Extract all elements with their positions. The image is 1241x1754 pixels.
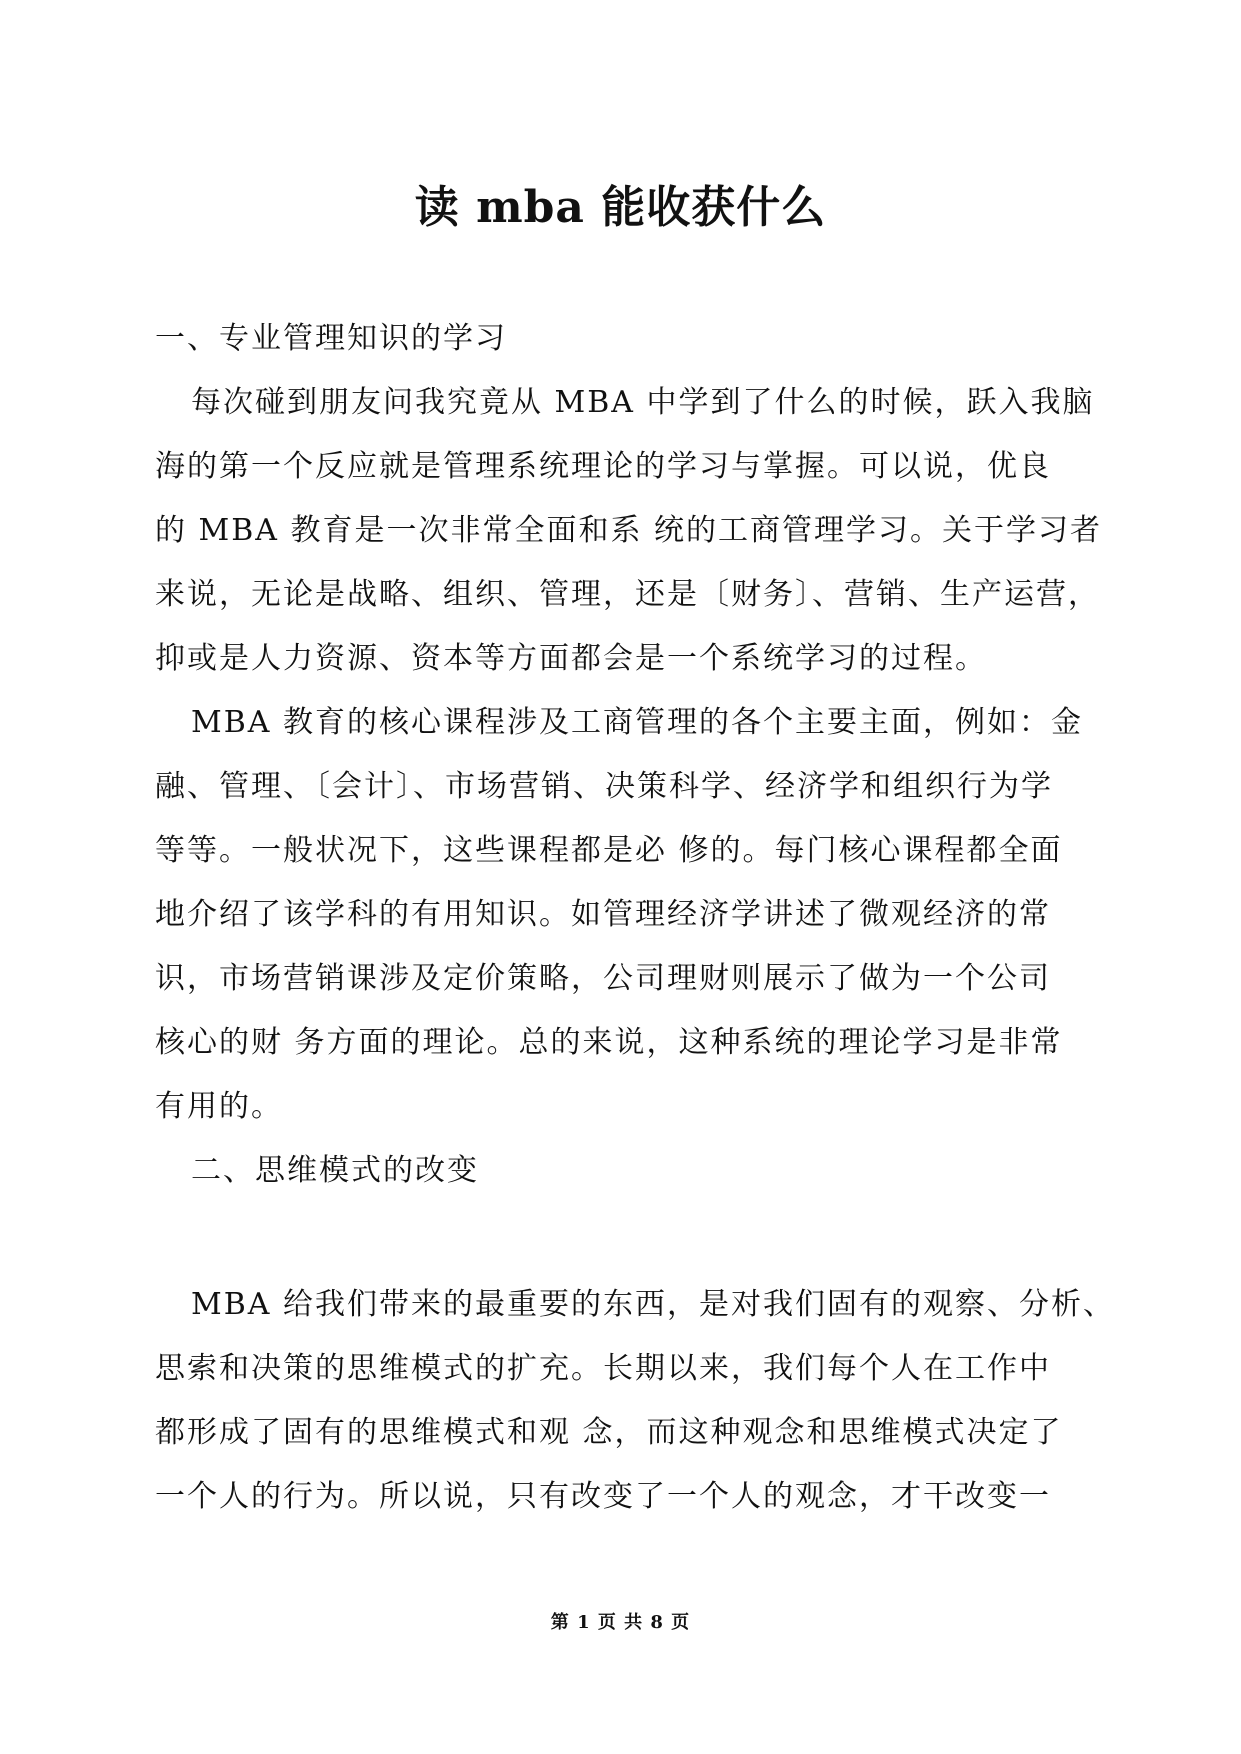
page-footer: 第 1 页 共 8 页: [550, 1612, 691, 1633]
text-line: 核心的财 务方面的理论。总的来说，这种系统的理论学习是非常: [155, 1025, 1063, 1060]
text-line: 识，市场营销课涉及定价策略，公司理财则展示了做为一个公司: [155, 961, 1051, 996]
text-line: MBA 给我们带来的最重要的东西，是对我们固有的观察、分析、: [191, 1287, 1115, 1322]
text-line: MBA 教育的核心课程涉及工商管理的各个主要主面，例如：金: [191, 705, 1083, 740]
text-line: 抑或是人力资源、资本等方面都会是一个系统学习的过程。: [155, 641, 987, 676]
text-line: 一、专业管理知识的学习: [155, 321, 507, 356]
text-line: 来说，无论是战略、组织、管理，还是〔财务〕、营销、生产运营，: [155, 577, 1100, 612]
text-line: 都形成了固有的思维模式和观 念，而这种观念和思维模式决定了: [155, 1415, 1063, 1450]
text-line: 思索和决策的思维模式的扩充。长期以来，我们每个人在工作中: [155, 1351, 1051, 1386]
text-line: 有用的。: [155, 1089, 283, 1124]
text-line: 的 MBA 教育是一次非常全面和系 统的工商管理学习。关于学习者: [155, 513, 1103, 548]
text-line: 融、管理、〔会计〕、市场营销、决策科学、经济学和组织行为学: [155, 769, 1053, 804]
text-line: 二、思维模式的改变: [191, 1153, 479, 1188]
text-line: 一个人的行为。所以说，只有改变了一个人的观念，才干改变一: [155, 1479, 1051, 1514]
document-title: 读 mba 能收获什么: [414, 182, 827, 233]
text-line: 等等。一般状况下，这些课程都是必 修的。每门核心课程都全面: [155, 833, 1063, 868]
paragraph-spacer: [155, 1203, 1085, 1273]
text-line: 地介绍了该学科的有用知识。如管理经济学讲述了微观经济的常: [155, 897, 1051, 932]
document-body: [155, 307, 1115, 1529]
text-line: 每次碰到朋友问我究竟从 MBA 中学到了什么的时候，跃入我脑: [191, 385, 1095, 420]
text-line: 海的第一个反应就是管理系统理论的学习与掌握。可以说，优良: [155, 449, 1051, 484]
